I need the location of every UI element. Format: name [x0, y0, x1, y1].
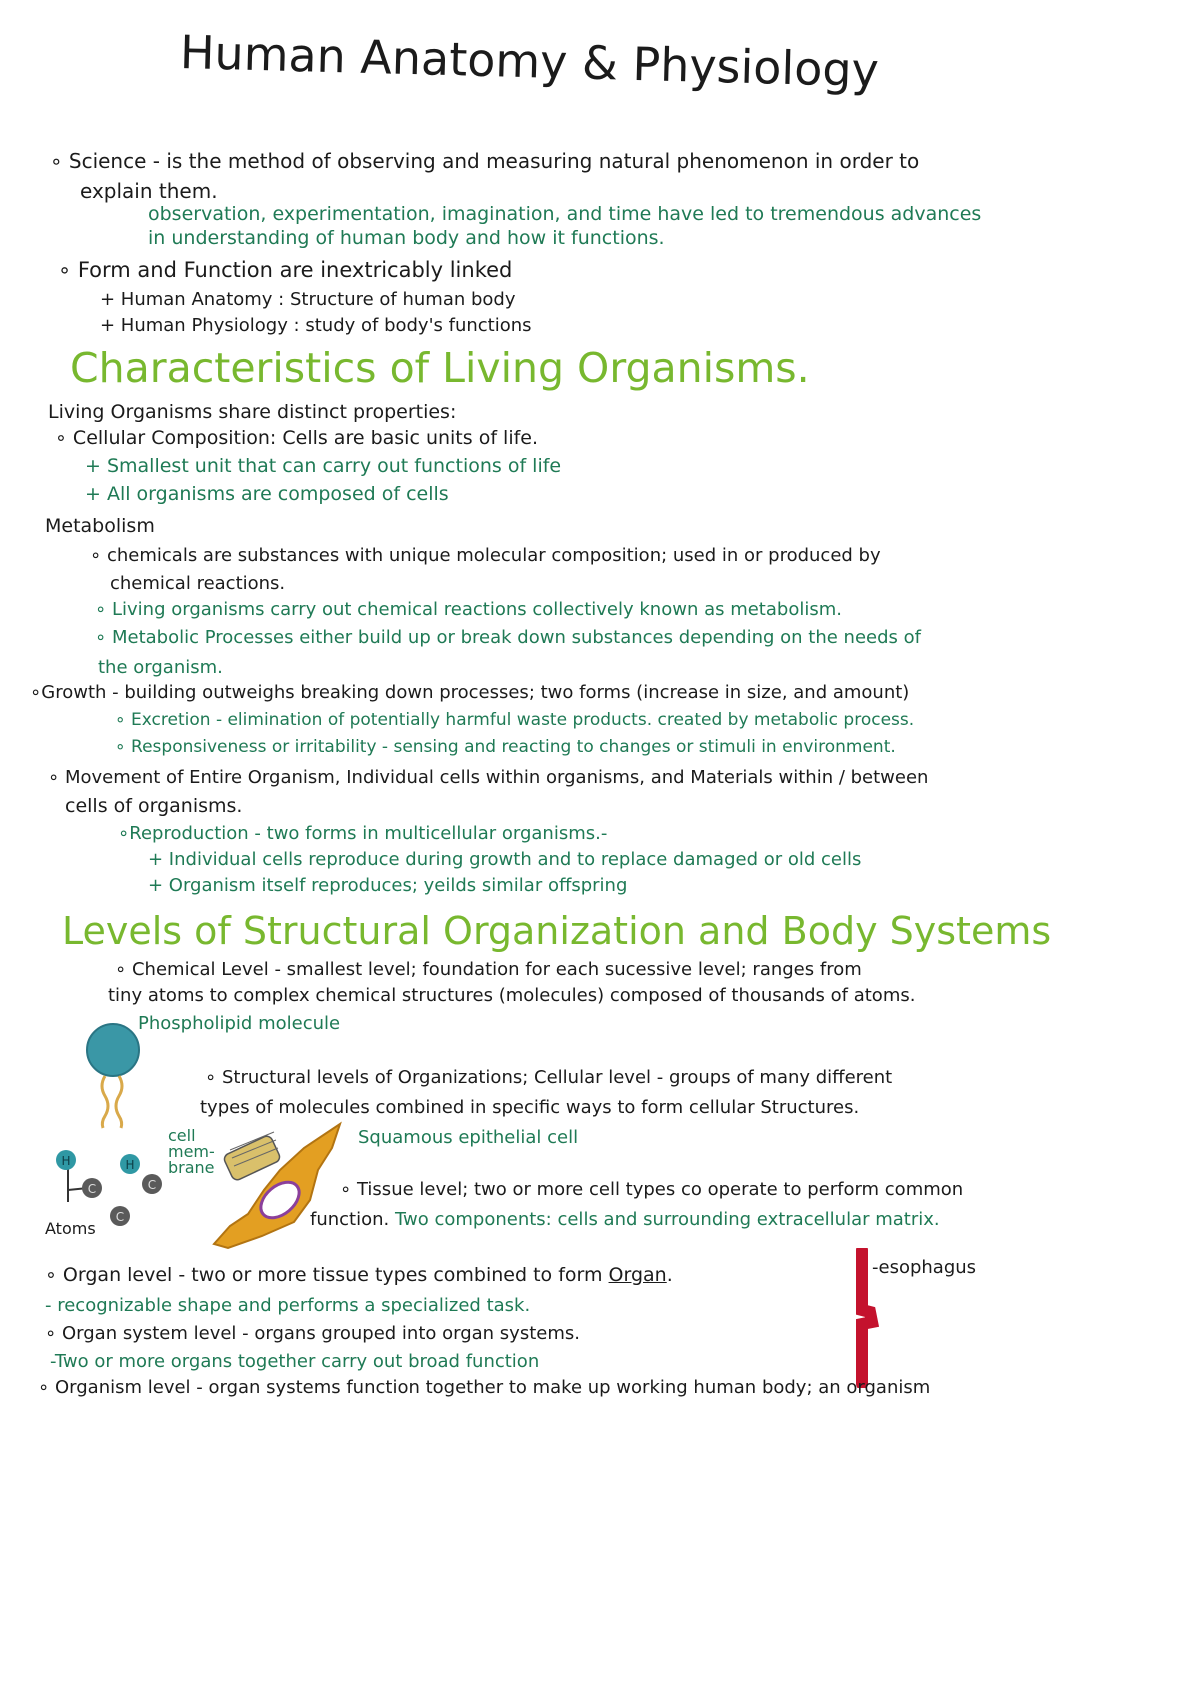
living-organisms-intro: Living Organisms share distinct properties: [48, 401, 457, 423]
physiology-definition: + Human Physiology : study of body's functions [100, 315, 532, 336]
observation-line-2: in understanding of human body and how it functions. [148, 227, 665, 249]
atom-label-h2: H [125, 1158, 135, 1172]
esophagus-label: -esophagus [872, 1257, 977, 1278]
cell-membrane-label: cell mem- brane [168, 1126, 215, 1177]
organ-recognizable-line: - recognizable shape and performs a specialized task. [45, 1295, 531, 1316]
excretion-line: ∘ Excretion - elimination of potentially harmful waste products. created by metabolic process. [115, 710, 915, 730]
cell-reproduction-line: + Individual cells reproduce during growth and to replace damaged or old cells [148, 849, 862, 870]
phospholipid-label: Phospholipid molecule [138, 1013, 341, 1034]
structural-levels-line-2: types of molecules combined in specific ways to form cellular Structures. [200, 1097, 860, 1118]
chemical-level-line-2: tiny atoms to complex chemical structures (molecules) composed of thousands of atoms. [108, 985, 916, 1006]
chemicals-line-2: chemical reactions. [110, 573, 286, 594]
cell-membrane-detail [223, 1132, 282, 1182]
phospholipid-tail-right [116, 1076, 122, 1128]
atoms-label: Atoms [45, 1219, 96, 1238]
atom-label-h1: H [61, 1154, 71, 1168]
reproduction-line: ∘Reproduction - two forms in multicellular organisms.- [118, 823, 608, 844]
squamous-cell-label: Squamous epithelial cell [358, 1127, 579, 1148]
metabolic-processes-line-2: the organism. [98, 657, 223, 678]
structural-levels-line-1: ∘ Structural levels of Organizations; Cellular level - groups of many different [205, 1067, 893, 1088]
metabolic-processes-line-1: ∘ Metabolic Processes either build up or break down substances depending on the needs of [95, 627, 921, 648]
movement-line-2: cells of organisms. [65, 795, 243, 817]
phospholipid-head [87, 1024, 139, 1076]
metabolism-definition-line: ∘ Living organisms carry out chemical reactions collectively known as metabolism. [95, 599, 842, 620]
organ-system-detail-line: -Two or more organs together carry out broad function [50, 1351, 540, 1372]
movement-line-1: ∘ Movement of Entire Organism, Individual cells within organisms, and Materials within / between [48, 767, 929, 788]
organ-level-line: ∘ Organ level - two or more tissue types combined to form Organ. [45, 1264, 673, 1286]
atom-label-c1: C [87, 1182, 97, 1196]
organism-reproduction-line: + Organism itself reproduces; yeilds similar offspring [148, 875, 628, 896]
phospholipid-molecule-drawing [75, 1020, 155, 1130]
metabolism-label: Metabolism [45, 515, 155, 537]
anatomy-definition: + Human Anatomy : Structure of human body [100, 289, 516, 310]
squamous-cell-drawing [200, 1118, 360, 1258]
science-line-2: explain them. [80, 179, 218, 203]
chemicals-line-1: ∘ chemicals are substances with unique molecular composition; used in or produced by [90, 545, 881, 566]
tissue-level-line-1: ∘ Tissue level; two or more cell types co operate to perform common [340, 1179, 964, 1200]
atom-label-c3: C [115, 1210, 125, 1224]
observation-line-1: observation, experimentation, imagination, and time have led to tremendous advances [148, 203, 982, 225]
section-heading-characteristics: Characteristics of Living Organisms. [70, 344, 810, 392]
organ-system-line: ∘ Organ system level - organs grouped into organ systems. [45, 1323, 580, 1344]
two-components-text: Two components: cells and surrounding extracellular matrix. [395, 1209, 940, 1230]
science-line-1: ∘ Science - is the method of observing and measuring natural phenomenon in order to [50, 149, 920, 173]
composed-of-cells-line: + All organisms are composed of cells [85, 483, 449, 505]
responsiveness-line: ∘ Responsiveness or irritability - sensing and reacting to changes or stimuli in environment. [115, 737, 896, 757]
organism-level-line: ∘ Organism level - organ systems function together to make up working human body; an organism [38, 1377, 931, 1398]
page-title: Human Anatomy & Physiology [179, 25, 880, 98]
form-function-line: ∘ Form and Function are inextricably linked [58, 258, 513, 282]
organ-underlined: Organ [608, 1264, 667, 1286]
atom-label-c2: C [147, 1178, 157, 1192]
cellular-composition-line: ∘ Cellular Composition: Cells are basic units of life. [55, 427, 539, 449]
phospholipid-tail-left [102, 1076, 108, 1128]
growth-line: ∘Growth - building outweighs breaking down processes; two forms (increase in size, and amount) [30, 682, 910, 703]
chemical-level-line-1: ∘ Chemical Level - smallest level; foundation for each sucessive level; ranges from [115, 959, 862, 980]
section-heading-levels: Levels of Structural Organization and Body Systems [62, 909, 1052, 953]
tissue-level-line-2: function. Two components: cells and surrounding extracellular matrix. [310, 1209, 940, 1230]
smallest-unit-line: + Smallest unit that can carry out functions of life [85, 455, 562, 477]
